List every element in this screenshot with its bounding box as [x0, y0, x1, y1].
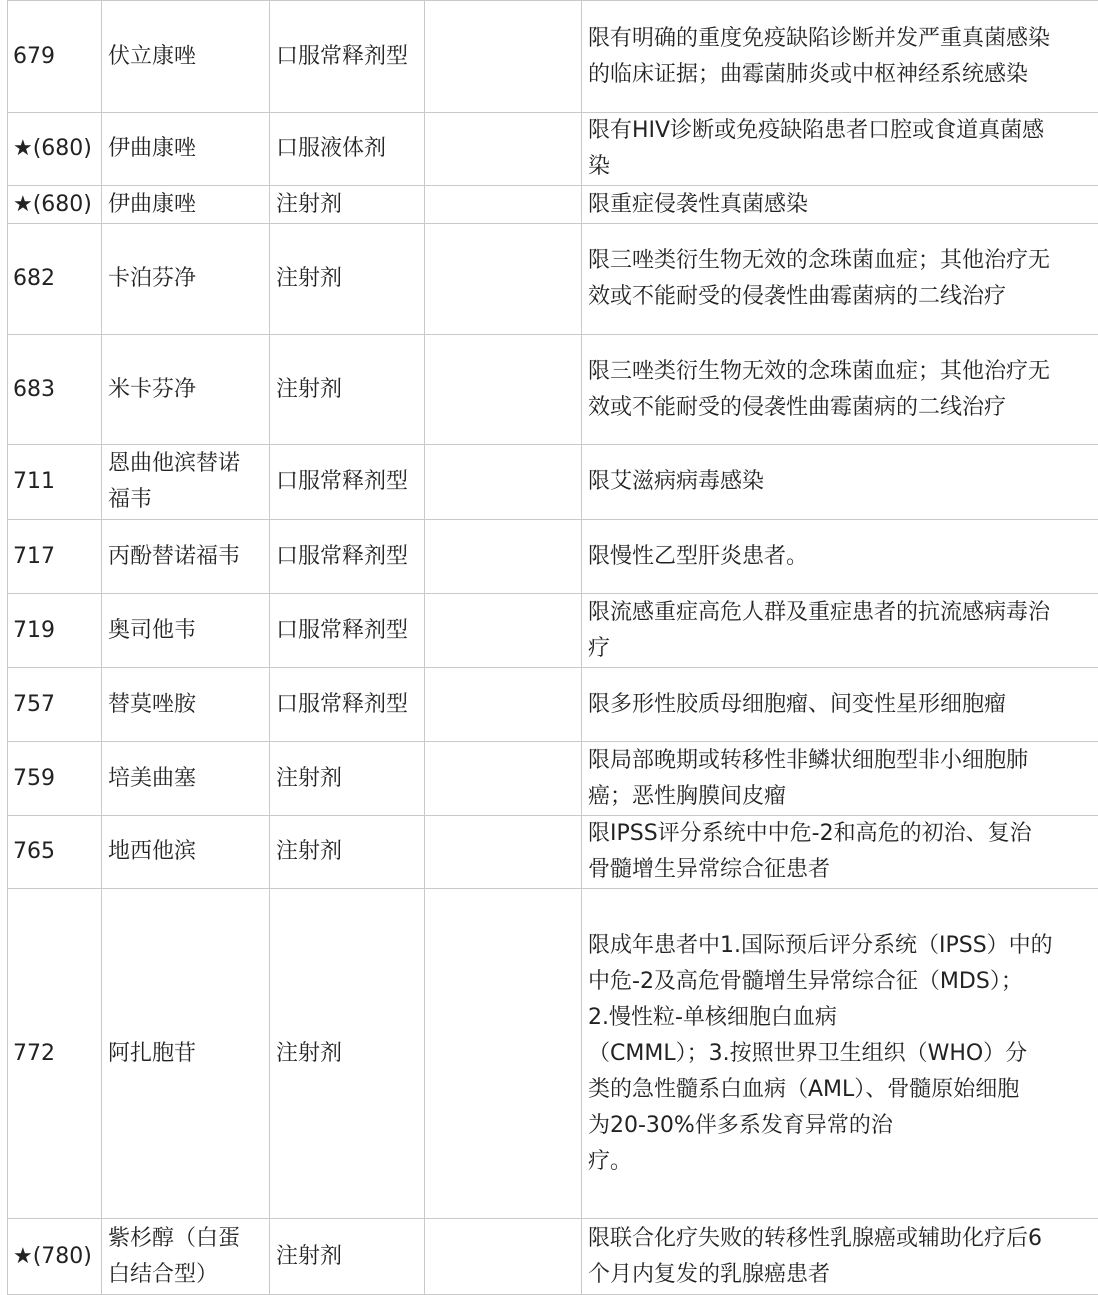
- restriction-note-line: 中危-2及高危骨髓增生异常综合征（MDS）；: [588, 964, 1098, 1000]
- drug-restriction-table: [7, 0, 1098, 1295]
- table-row[interactable]: [8, 594, 1098, 668]
- cell-restriction-note[interactable]: [582, 335, 1098, 445]
- table-row[interactable]: [8, 445, 1098, 520]
- cell-empty[interactable]: [425, 186, 582, 224]
- cell-drug-name[interactable]: [102, 445, 270, 520]
- cell-dosage-form[interactable]: 注射剂: [270, 186, 425, 224]
- table-row[interactable]: [8, 668, 1098, 742]
- cell-dosage-form[interactable]: 注射剂: [270, 889, 425, 1219]
- cell-empty[interactable]: [425, 889, 582, 1219]
- restriction-note-line: 限联合化疗失败的转移性乳腺癌或辅助化疗后6: [588, 1221, 1098, 1257]
- restriction-note-line: 2.慢性粒-单核细胞白血病: [588, 1000, 1098, 1036]
- drug-name-line: 福韦: [108, 482, 263, 518]
- restriction-note-line: 个月内复发的乳腺癌患者: [588, 1257, 1098, 1293]
- drug-name-line: 恩曲他滨替诺: [108, 446, 263, 482]
- drug-name-line: 阿扎胞苷: [108, 1036, 263, 1072]
- table-row[interactable]: [8, 1, 1098, 113]
- drug-name-line: 培美曲塞: [108, 761, 263, 797]
- restriction-note-line: 癌；恶性胸膜间皮瘤: [588, 779, 1098, 815]
- cell-restriction-note[interactable]: [582, 445, 1098, 520]
- cell-number[interactable]: 679: [8, 1, 102, 113]
- restriction-note-line: 限三唑类衍生物无效的念珠菌血症；其他治疗无: [588, 243, 1098, 279]
- cell-restriction-note[interactable]: [582, 594, 1098, 668]
- restriction-note-line: 限慢性乙型肝炎患者。: [588, 539, 1098, 575]
- restriction-note-line: 疗。: [588, 1144, 1098, 1180]
- cell-dosage-form[interactable]: 口服常释剂型: [270, 1, 425, 113]
- table-row[interactable]: [8, 1219, 1098, 1295]
- cell-dosage-form[interactable]: 口服常释剂型: [270, 594, 425, 668]
- cell-drug-name[interactable]: [102, 335, 270, 445]
- cell-empty[interactable]: [425, 335, 582, 445]
- cell-restriction-note[interactable]: [582, 889, 1098, 1219]
- restriction-note-line: 效或不能耐受的侵袭性曲霉菌病的二线治疗: [588, 279, 1098, 315]
- cell-number[interactable]: 719: [8, 594, 102, 668]
- cell-empty[interactable]: [425, 668, 582, 742]
- cell-number[interactable]: 683: [8, 335, 102, 445]
- cell-dosage-form[interactable]: 口服常释剂型: [270, 445, 425, 520]
- cell-dosage-form[interactable]: 注射剂: [270, 1219, 425, 1295]
- restriction-note-line: 限艾滋病病毒感染: [588, 464, 1098, 500]
- cell-drug-name[interactable]: [102, 668, 270, 742]
- table-row[interactable]: [8, 889, 1098, 1219]
- drug-name-line: 伏立康唑: [108, 39, 263, 75]
- restriction-note-line: 染: [588, 149, 1098, 185]
- cell-number[interactable]: 757: [8, 668, 102, 742]
- cell-number[interactable]: ★(680): [8, 113, 102, 186]
- drug-name-line: 卡泊芬净: [108, 261, 263, 297]
- restriction-note-line: 限多形性胶质母细胞瘤、间变性星形细胞瘤: [588, 687, 1098, 723]
- drug-name-line: 替莫唑胺: [108, 687, 263, 723]
- cell-restriction-note[interactable]: [582, 1219, 1098, 1295]
- cell-dosage-form[interactable]: 注射剂: [270, 742, 425, 816]
- cell-number[interactable]: 717: [8, 520, 102, 594]
- drug-name-line: 丙酚替诺福韦: [108, 539, 263, 575]
- restriction-note-line: （CMML）；3.按照世界卫生组织（WHO）分: [588, 1036, 1098, 1072]
- restriction-note-line: 限重症侵袭性真菌感染: [588, 187, 1098, 223]
- restriction-note-line: 为20-30%伴多系发育异常的治: [588, 1108, 1098, 1144]
- cell-empty[interactable]: [425, 224, 582, 335]
- cell-empty[interactable]: [425, 816, 582, 889]
- cell-empty[interactable]: [425, 445, 582, 520]
- drug-name-line: 地西他滨: [108, 834, 263, 870]
- cell-drug-name[interactable]: [102, 224, 270, 335]
- drug-name-line: 紫杉醇（白蛋: [108, 1221, 263, 1257]
- restriction-note-line: 骨髓增生异常综合征患者: [588, 852, 1098, 888]
- table-row[interactable]: [8, 186, 1098, 224]
- restriction-note-line: 限有HIV诊断或免疫缺陷患者口腔或食道真菌感: [588, 113, 1098, 149]
- restriction-note-line: 限流感重症高危人群及重症患者的抗流感病毒治: [588, 595, 1098, 631]
- restriction-note-line: 限有明确的重度免疫缺陷诊断并发严重真菌感染: [588, 21, 1098, 57]
- cell-restriction-note[interactable]: [582, 186, 1098, 224]
- cell-dosage-form[interactable]: 注射剂: [270, 335, 425, 445]
- cell-restriction-note[interactable]: [582, 520, 1098, 594]
- cell-drug-name[interactable]: [102, 113, 270, 186]
- restriction-note-line: 限IPSS评分系统中中危-2和高危的初治、复治: [588, 816, 1098, 852]
- cell-drug-name[interactable]: [102, 594, 270, 668]
- cell-empty[interactable]: [425, 520, 582, 594]
- cell-dosage-form[interactable]: 口服常释剂型: [270, 668, 425, 742]
- cell-drug-name[interactable]: [102, 520, 270, 594]
- cell-drug-name[interactable]: [102, 1, 270, 113]
- restriction-note-line: 的临床证据；曲霉菌肺炎或中枢神经系统感染: [588, 57, 1098, 93]
- cell-empty[interactable]: [425, 594, 582, 668]
- drug-name-line: 伊曲康唑: [108, 131, 263, 167]
- restriction-note-line: 类的急性髓系白血病（AML）、骨髓原始细胞: [588, 1072, 1098, 1108]
- cell-dosage-form[interactable]: 注射剂: [270, 816, 425, 889]
- cell-number[interactable]: 759: [8, 742, 102, 816]
- cell-drug-name[interactable]: [102, 889, 270, 1219]
- cell-drug-name[interactable]: [102, 186, 270, 224]
- cell-number[interactable]: 711: [8, 445, 102, 520]
- restriction-note-line: 限三唑类衍生物无效的念珠菌血症；其他治疗无: [588, 354, 1098, 390]
- cell-dosage-form[interactable]: 口服液体剂: [270, 113, 425, 186]
- cell-number[interactable]: 765: [8, 816, 102, 889]
- table-row[interactable]: [8, 742, 1098, 816]
- cell-empty[interactable]: [425, 1, 582, 113]
- restriction-note-line: 限局部晚期或转移性非鳞状细胞型非小细胞肺: [588, 743, 1098, 779]
- cell-empty[interactable]: [425, 742, 582, 816]
- restriction-note-line: 限成年患者中1.国际预后评分系统（IPSS）中的: [588, 928, 1098, 964]
- table-row[interactable]: [8, 520, 1098, 594]
- cell-restriction-note[interactable]: [582, 113, 1098, 186]
- cell-drug-name[interactable]: [102, 1219, 270, 1295]
- restriction-note-line: 效或不能耐受的侵袭性曲霉菌病的二线治疗: [588, 390, 1098, 426]
- drug-name-line: 白结合型）: [108, 1257, 263, 1293]
- cell-number[interactable]: 772: [8, 889, 102, 1219]
- cell-dosage-form[interactable]: 注射剂: [270, 224, 425, 335]
- table-row[interactable]: [8, 335, 1098, 445]
- cell-drug-name[interactable]: [102, 816, 270, 889]
- table-body: [8, 1, 1098, 1295]
- drug-name-line: 米卡芬净: [108, 372, 263, 408]
- cell-restriction-note[interactable]: [582, 668, 1098, 742]
- drug-name-line: 伊曲康唑: [108, 187, 263, 223]
- table-row[interactable]: [8, 224, 1098, 335]
- cell-restriction-note[interactable]: [582, 1, 1098, 113]
- table-row[interactable]: [8, 113, 1098, 186]
- cell-number[interactable]: 682: [8, 224, 102, 335]
- cell-restriction-note[interactable]: [582, 742, 1098, 816]
- restriction-note-line: 疗: [588, 631, 1098, 667]
- cell-dosage-form[interactable]: 口服常释剂型: [270, 520, 425, 594]
- cell-empty[interactable]: [425, 113, 582, 186]
- cell-number[interactable]: ★(780): [8, 1219, 102, 1295]
- cell-number[interactable]: ★(680): [8, 186, 102, 224]
- cell-drug-name[interactable]: [102, 742, 270, 816]
- cell-restriction-note[interactable]: [582, 816, 1098, 889]
- table-row[interactable]: [8, 816, 1098, 889]
- drug-name-line: 奥司他韦: [108, 613, 263, 649]
- cell-empty[interactable]: [425, 1219, 582, 1295]
- cell-restriction-note[interactable]: [582, 224, 1098, 335]
